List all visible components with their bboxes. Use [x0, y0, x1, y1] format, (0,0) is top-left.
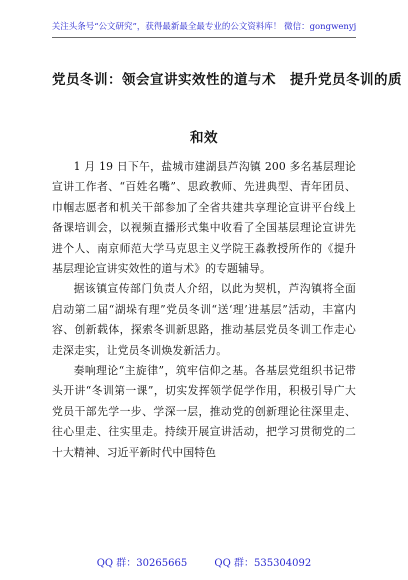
body-paragraph-1: 1 月 19 日下午，盐城市建湖县芦沟镇 200 多名基层理论宣讲工作者、“百姓名嘴”、思政教师、先进典型、青年团员、巾帼志愿者和机关干部参加了全省共建共享理论宣讲平台线上备课培训会，以视频直播形式集中收看了全国基层理论宣讲先进个人、南京师范大学马克思主义学院王淼教授所作的《提升基层理论宣讲实效性的道与术》的专题辅导。: [52, 160, 356, 276]
header-promo-note: 关注头条号“公文研究”，获得最新最全最专业的公文资料库！ 微信：gongwenyj: [51, 22, 357, 32]
document-title-line-1: 党员冬训：领会宣讲实效性的道与术 提升党员冬训的质: [52, 72, 402, 88]
footer-qq-group-2: QQ 群：535304092: [214, 558, 312, 569]
footer-qq-group-1: QQ 群：30265665: [96, 558, 188, 569]
body-paragraph-3: 奏响理论“主旋律”，筑牢信仰之基。各基层党组织书记带头开讲“冬训第一课”，切实发挥领学促学作用，积极引导广大党员干部先学一步、学深一层，推动党的创新理论往深里走、往心里走、往实里走。持续开展宣讲活动，把学习贯彻党的二十大精神、习近平新时代中国特色: [52, 364, 356, 459]
body-paragraph-2: 据该镇宣传部门负责人介绍，以此为契机，芦沟镇将全面启动第二届“湖垛有理”党员冬训“送‘理’进基层”活动，丰富内容、创新载体，探索冬训新思路，推动基层党员冬训工作走心走深走实，让党员冬训焕发新活力。: [52, 282, 356, 357]
document-title-line-2: 和效: [190, 130, 218, 146]
header-divider: [52, 37, 356, 38]
footer-contact: [0, 554, 408, 569]
document-body: [52, 157, 356, 463]
